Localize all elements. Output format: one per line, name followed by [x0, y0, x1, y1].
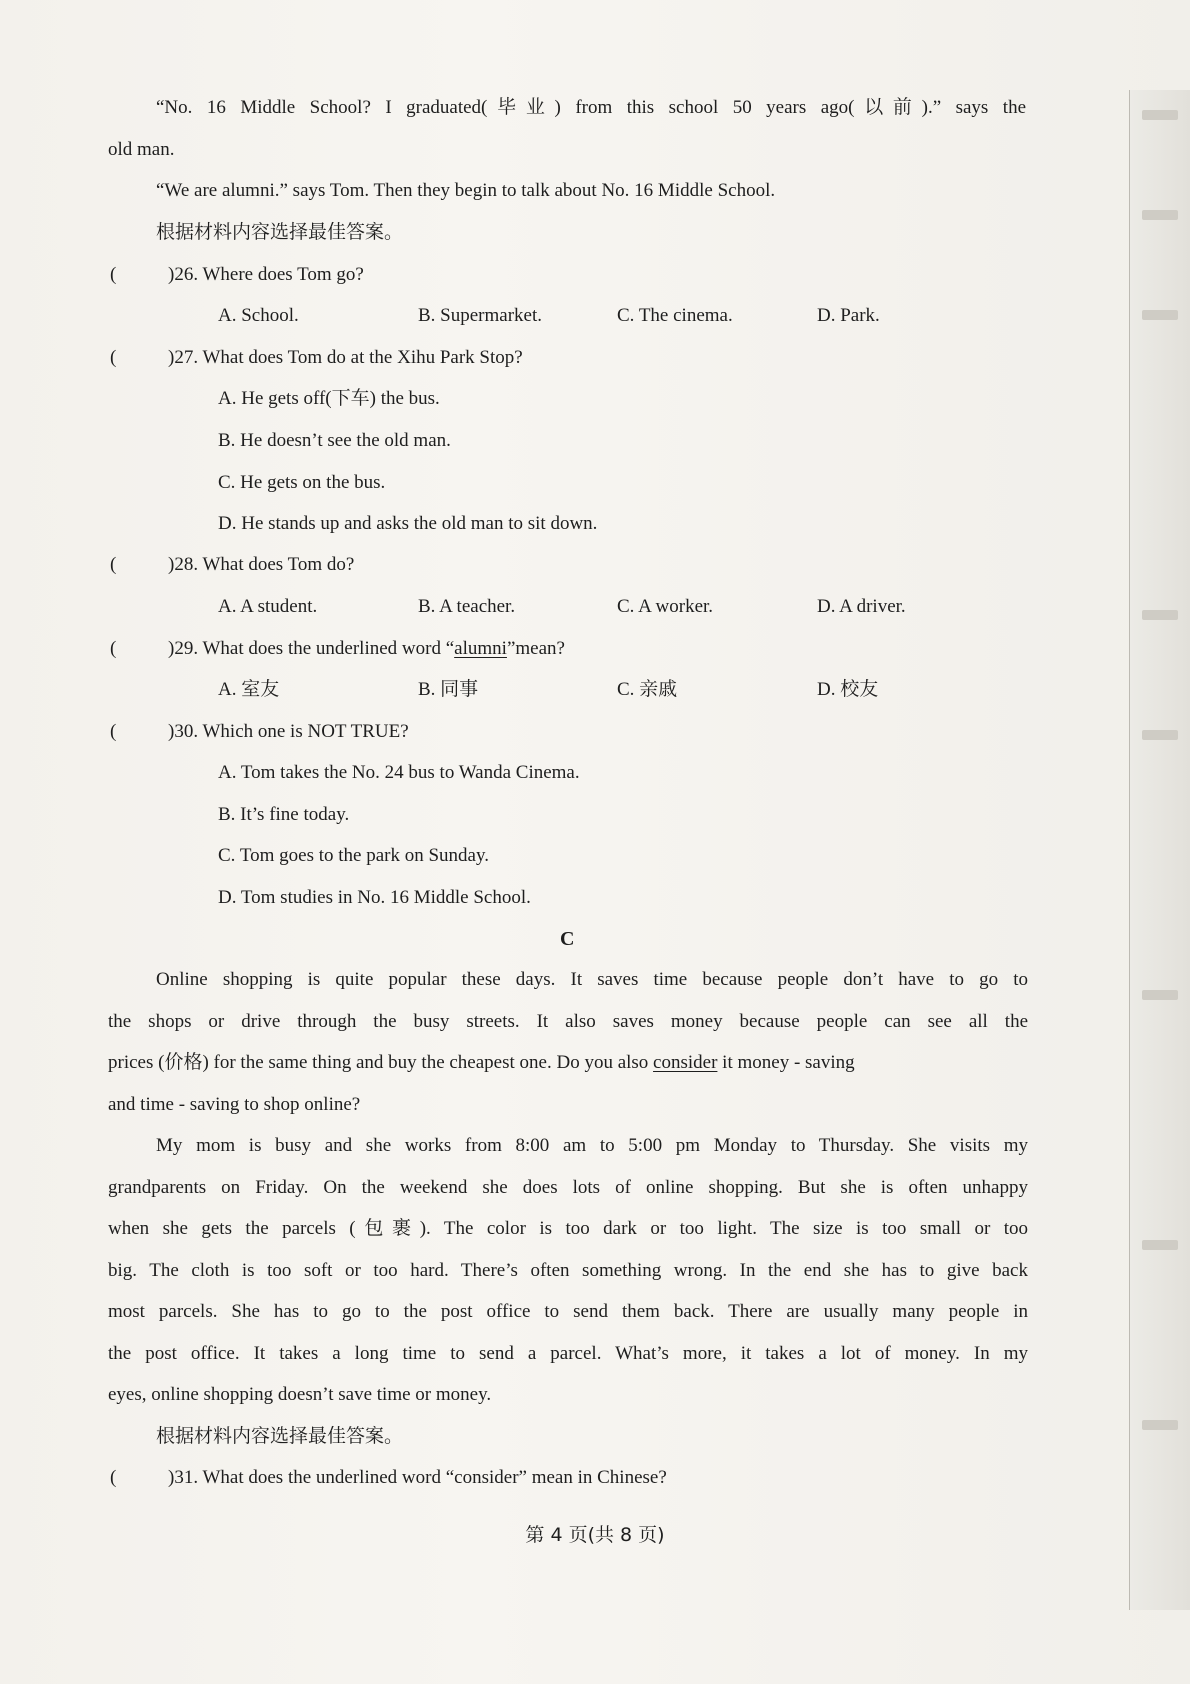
passage-c-line: and time - saving to shop online?: [108, 1094, 361, 1115]
passage-c-line: Online shopping is quite popular these days. It saves time because people don’t have to go to: [156, 969, 1028, 990]
option-a: A. 室友: [218, 679, 280, 700]
passage-c-line: eyes, online shopping doesn’t save time or money.: [108, 1384, 492, 1405]
option-a: A. Tom takes the No. 24 bus to Wanda Cinema.: [218, 762, 580, 783]
question-26-stem: )26. Where does Tom go?: [168, 264, 364, 285]
option-b: B. Supermarket.: [418, 305, 543, 326]
answer-paren[interactable]: (: [110, 721, 117, 742]
passage-c-line: grandparents on Friday. On the weekend she does lots of online shopping. But she is often unhappy: [108, 1177, 1028, 1198]
passage-text: prices (价格) for the same thing and buy the cheapest one. Do you also: [108, 1052, 654, 1073]
passage-c-line: the shops or drive through the busy streets. It also saves money because people can see all the: [108, 1011, 1028, 1032]
question-29-stem: [168, 636, 565, 662]
stem-text: )29. What does the underlined word “: [168, 638, 455, 659]
passage-c-line: [108, 1050, 1028, 1076]
binding-margin-strip: [1129, 90, 1190, 1610]
margin-mark: [1142, 990, 1178, 1000]
question-31-stem: )31. What does the underlined word “consider” mean in Chinese?: [168, 1467, 667, 1488]
option-c: C. He gets on the bus.: [218, 472, 386, 493]
option-b: B. A teacher.: [418, 596, 516, 617]
passage-c-line: My mom is busy and she works from 8:00 am to 5:00 pm Monday to Thursday. She visits my: [156, 1135, 1028, 1156]
passage-b-line: “We are alumni.” says Tom. Then they begin to talk about No. 16 Middle School.: [156, 180, 776, 201]
answer-paren[interactable]: (: [110, 347, 117, 368]
page-footer: 第 4 页(共 8 页): [525, 1524, 665, 1546]
option-c: C. The cinema.: [617, 305, 733, 326]
option-d: D. Tom studies in No. 16 Middle School.: [218, 887, 531, 908]
passage-c-line: the post office. It takes a long time to send a parcel. What’s more, it takes a lot of money. In my: [108, 1343, 1028, 1364]
question-30-stem: )30. Which one is NOT TRUE?: [168, 721, 409, 742]
underlined-word-consider: consider: [653, 1052, 718, 1073]
instruction: 根据材料内容选择最佳答案。: [156, 222, 404, 243]
option-c: C. A worker.: [617, 596, 714, 617]
passage-c-line: big. The cloth is too soft or too hard. There’s often something wrong. In the end she has to give back: [108, 1260, 1028, 1281]
passage-b-line: old man.: [108, 139, 175, 160]
option-d: D. 校友: [817, 679, 879, 700]
option-c: C. 亲戚: [617, 679, 678, 700]
passage-c-line: most parcels. She has to go to the post office to send them back. There are usually many people in: [108, 1301, 1028, 1322]
margin-mark: [1142, 610, 1178, 620]
margin-mark: [1142, 310, 1178, 320]
answer-paren[interactable]: (: [110, 554, 117, 575]
answer-paren[interactable]: (: [110, 638, 117, 659]
question-27-stem: )27. What does Tom do at the Xihu Park Stop?: [168, 347, 523, 368]
passage-c-line: when she gets the parcels (包裹). The color is too dark or too light. The size is too small or too: [108, 1218, 1028, 1239]
option-a: A. He gets off(下车) the bus.: [218, 388, 440, 409]
answer-paren[interactable]: (: [110, 1467, 117, 1488]
margin-mark: [1142, 210, 1178, 220]
section-heading: C: [560, 928, 575, 950]
option-a: A. A student.: [218, 596, 318, 617]
stem-text: ”mean?: [506, 638, 565, 659]
option-b: B. 同事: [418, 679, 479, 700]
answer-paren[interactable]: (: [110, 264, 117, 285]
instruction: 根据材料内容选择最佳答案。: [156, 1426, 404, 1447]
passage-b-line: “No. 16 Middle School? I graduated(毕业) from this school 50 years ago(以前).” says the: [156, 97, 1026, 118]
option-c: C. Tom goes to the park on Sunday.: [218, 845, 489, 866]
question-28-stem: )28. What does Tom do?: [168, 554, 355, 575]
option-a: A. School.: [218, 305, 299, 326]
option-d: D. Park.: [817, 305, 880, 326]
margin-mark: [1142, 1240, 1178, 1250]
margin-mark: [1142, 730, 1178, 740]
underlined-word: alumni: [454, 638, 507, 659]
passage-text: it money - saving: [717, 1052, 855, 1073]
option-b: B. It’s fine today.: [218, 804, 350, 825]
margin-mark: [1142, 1420, 1178, 1430]
option-b: B. He doesn’t see the old man.: [218, 430, 451, 451]
option-d: D. He stands up and asks the old man to sit down.: [218, 513, 598, 534]
margin-mark: [1142, 110, 1178, 120]
option-d: D. A driver.: [817, 596, 906, 617]
